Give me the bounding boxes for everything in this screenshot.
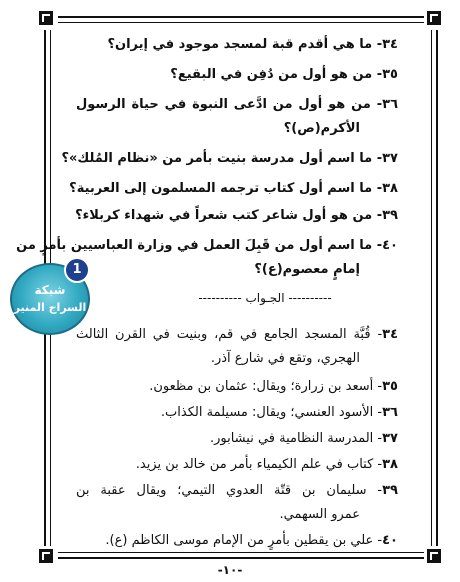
question-35: ٣٥- من هو أول من دُفِن في البقيع؟ (170, 67, 398, 82)
page-number: -١٠- (217, 563, 243, 577)
question-36: ٣٦- من هو أول من ادَّعى النبوة في حياة الرسول (76, 97, 399, 112)
question-39: ٣٩- من هو أول شاعر كتب شعراً في شهداء كربلاء؟ (75, 208, 398, 223)
question-37: ٣٧- ما اسم أول مدرسة بنيت بأمر من «نظام المُلك»؟ (61, 151, 398, 166)
answer-37: ٣٧- المدرسة النظامية في نيشابور. (209, 431, 398, 446)
answer-38: ٣٨- كتاب في علم الكيمياء بأمر من خالد بن يزيد. (135, 457, 398, 472)
badge-label-name: السراج المنير (13, 301, 87, 314)
question-36-continuation: الأكرم(ص)؟ (283, 121, 360, 136)
question-40-continuation: إمامٍ معصوم(ع)؟ (254, 262, 360, 277)
answer-34: ٣٤- قُبَّة المسجد الجامع في قم، وبنيت في القرن الثالث (76, 327, 399, 342)
question-40: ٤٠- ما اسم أول من قَبِلَ العمل في وزارة العباسيين بأمرٍ من (16, 238, 398, 253)
badge-number: 1 (64, 257, 90, 283)
badge-label-network: شبكة (34, 283, 66, 297)
watermark-badge (6, 257, 94, 337)
answer-39-continuation: عمرو السهمي. (279, 507, 360, 522)
question-34: ٣٤- ما هي أقدم قبة لمسجد موجود في إيران؟ (107, 37, 398, 52)
answer-36: ٣٦- الأسود العنسي؛ ويقال: مسيلمة الكذاب. (160, 405, 398, 420)
question-38: ٣٨- ما اسم أول كتاب ترجمه المسلمون إلى العربية؟ (69, 181, 398, 196)
answer-34-continuation: الهجري، وتقع في شارع آذر. (210, 351, 360, 366)
answer-40: ٤٠- علي بن يقطين بأمرٍ من الإمام موسى الكاظم (ع). (105, 533, 398, 548)
answer-39: ٣٩- سليمان بن قتّة العدوي التيمي؛ ويقال عقبة بن (76, 483, 398, 498)
answer-35: ٣٥- أسعد بن زرارة؛ ويقال: عثمان بن مظعون. (149, 379, 398, 394)
answers-separator: ---------- الجـواب ---------- (198, 291, 332, 305)
